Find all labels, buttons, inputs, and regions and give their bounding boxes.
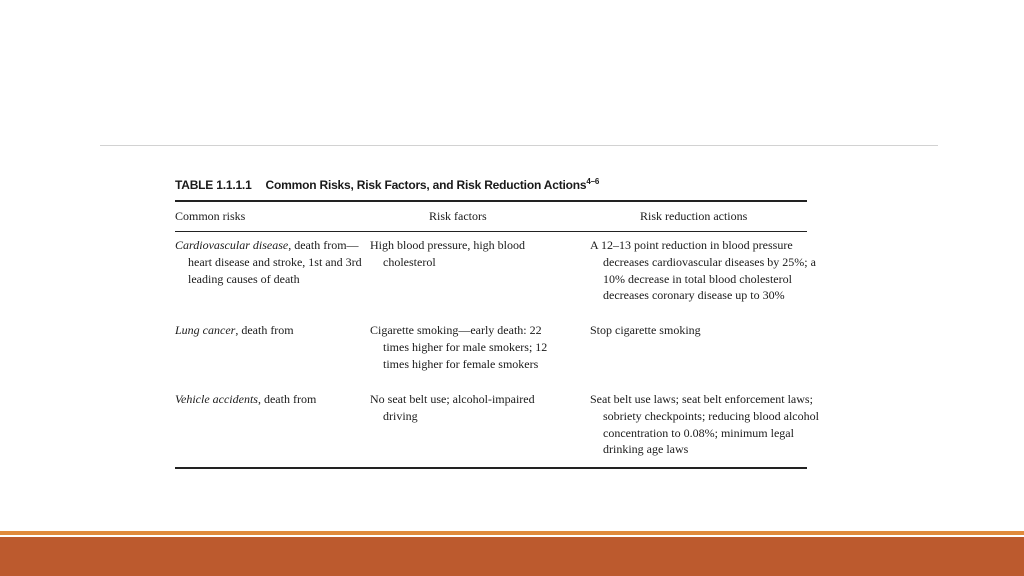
risk-name: Lung cancer [175, 323, 236, 337]
table-row-1-actions: A 12–13 point reduction in blood pressure decreases cardiovascular diseases by 25%; a 10% decrease in total blood cholesterol decreases coronary disease up to 30% [590, 238, 816, 303]
header-risk-reduction-actions: Risk reduction actions [640, 209, 748, 223]
slide-divider [100, 145, 938, 146]
header-risk-factors: Risk factors [429, 209, 487, 223]
table-row-3-risk [175, 391, 373, 408]
risk-name: Cardiovascular disease [175, 238, 289, 252]
risk-detail: , death from [257, 392, 317, 406]
risk-table [175, 200, 819, 469]
table-row-1-factors: High blood pressure, high blood cholesterol [370, 238, 525, 269]
risk-detail: , death from [235, 323, 294, 337]
footer-bar [0, 537, 1024, 576]
table-title: Common Risks, Risk Factors, and Risk Reduction Actions [265, 178, 587, 192]
table-row-2-actions: Stop cigarette smoking [590, 323, 701, 337]
table-row-2-risk [175, 322, 373, 339]
risk-name: Vehicle accidents [175, 392, 258, 406]
table-row-2-factors: Cigarette smoking—early death: 22 times higher for male smokers; 12 times higher for female smokers [370, 323, 548, 371]
table-reference: 4–6 [586, 177, 600, 186]
table-row-3-factors: No seat belt use; alcohol-impaired driving [370, 392, 535, 423]
footer-accent-line [0, 531, 1024, 535]
header-common-risks: Common risks [175, 209, 246, 223]
table-row-1-risk [175, 237, 373, 287]
risk-detail: , death from—heart disease and stroke, 1st and 3rd leading causes of death [188, 238, 362, 286]
table-label: TABLE 1.1.1.1 [175, 178, 252, 192]
table-row-3-actions: Seat belt use laws; seat belt enforcement laws; sobriety checkpoints; reducing blood alcohol concentration to 0.08%; minimum legal drinking age laws [590, 392, 819, 457]
table-caption [175, 177, 599, 192]
header-rule [175, 231, 807, 232]
